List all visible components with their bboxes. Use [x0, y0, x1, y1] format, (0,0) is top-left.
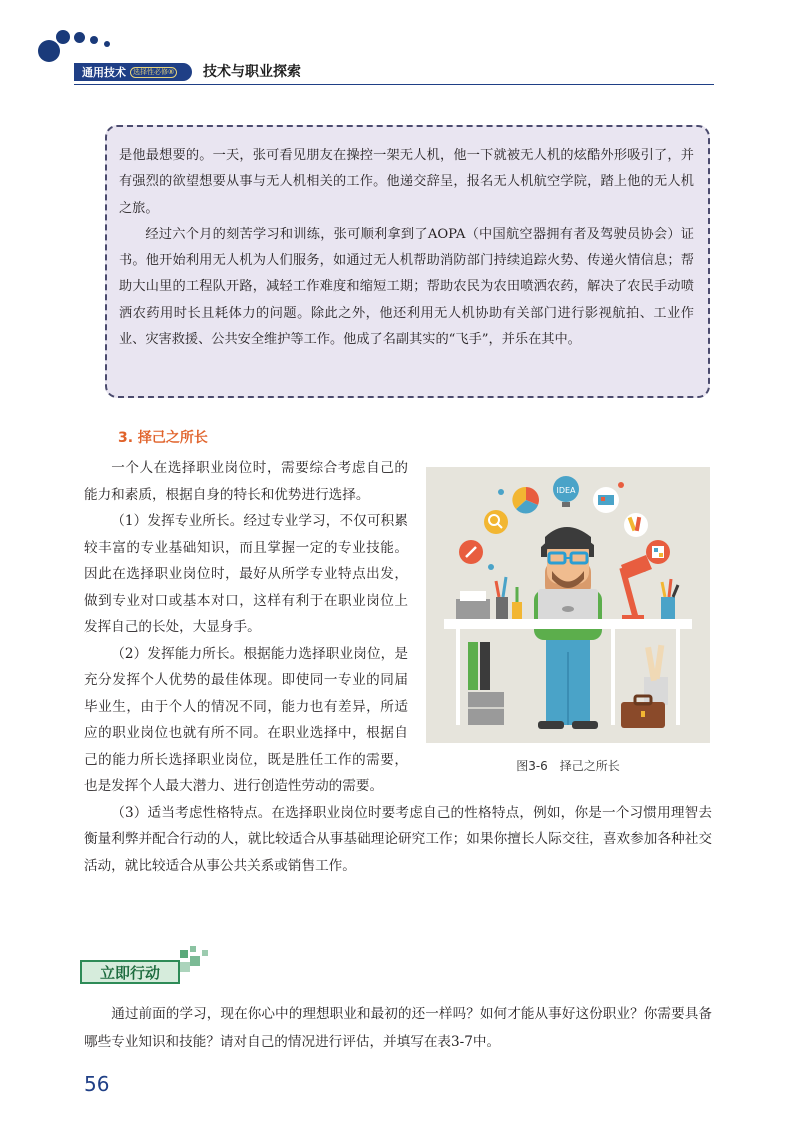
- action-paragraph: 通过前面的学习，现在你心中的理想职业和最初的还一样吗？如何才能从事好这份职业？你需要具备哪些专业知识和技能？请对自己的情况进行评估，并填写在表3-7中。: [84, 1006, 712, 1050]
- decor-square: [202, 950, 208, 956]
- story-paragraph-2: 经过六个月的刻苦学习和训练，张可顺利拿到了AOPA（中国航空器拥有者及驾驶员协会）证书。他开始利用无人机为人们服务，如通过无人机帮助消防部门持续追踪火势、传递火情信息；帮助大山里的工程队开路，减轻工作难度和缩短工期；帮助农民为农田喷洒农药，解决了农民手动喷洒农药用时长且耗体力的问题。除此之外，他还利用无人机协助有关部门进行影视航拍、工业作业、灾害救援、公共安全维护等工作。他成了名副其实的“飞手”，并乐在其中。: [119, 226, 694, 348]
- series-badge: [74, 63, 192, 81]
- decor-square: [180, 962, 190, 972]
- series-name: 通用技术: [82, 66, 126, 79]
- story-paragraph-1: 是他最想要的。一天，张可看见朋友在操控一架无人机，他一下就被无人机的炫酷外形吸引了，并有强烈的欲望想要从事与无人机相关的工作。他递交辞呈，报名无人机航空学院，踏上他的无人机之旅。: [119, 148, 694, 216]
- action-label: 立即行动: [80, 960, 180, 984]
- header-divider: [74, 84, 714, 85]
- action-text: [84, 1000, 712, 1056]
- body-paragraph-1: 一个人在选择职业岗位时，需要综合考虑自己的能力和素质，根据自身的特长和优势进行选择。: [84, 460, 408, 503]
- desk-illustration: [426, 467, 710, 743]
- body-paragraph-3: （2）发挥能力所长。根据能力选择职业岗位，是充分发挥个人优势的最佳体现。即使同一专业的同届毕业生，由于个人的情况不同，能力也有差异，所适应的职业岗位也就有所不同。在职业选择中，根据自己的能力所长选择职业岗位，既是胜任工作的需要，也是发挥个人最大潜力、进行创造性劳动的需要。: [84, 645, 408, 794]
- action-header: [80, 946, 220, 986]
- section-heading: 3. 择己之所长: [118, 430, 208, 446]
- body-paragraph-2: （1）发挥专业所长。经过专业学习，不仅可积累较丰富的专业基础知识，而且掌握一定的专业技能。因此在选择职业岗位时，最好从所学专业特点出发，做到专业对口或基本对口，这样有利于在职业岗位上发挥自己的长处，大显身手。: [84, 513, 408, 635]
- book-title: 技术与职业探索: [203, 64, 301, 80]
- figure-caption: 图3-6 择己之所长: [516, 759, 620, 773]
- decor-square: [190, 946, 196, 952]
- figure-illustration: [426, 467, 710, 743]
- story-box: [105, 125, 710, 398]
- page-header: [0, 0, 808, 95]
- decor-square: [190, 956, 200, 966]
- series-sub: 选择性必修⑧: [130, 67, 177, 78]
- header-dots-decoration: [38, 30, 138, 90]
- page-number: 56: [84, 1072, 110, 1096]
- idea-bulb-text: IDEA: [556, 486, 576, 495]
- decor-square: [180, 950, 188, 958]
- body-paragraph-4: （3）适当考虑性格特点。在选择职业岗位时要考虑自己的性格特点，例如，你是一个习惯用理智去衡量利弊并配合行动的人，就比较适合从事基础理论研究工作；如果你擅长人际交往，喜欢参加各种社交活动，就比较适合从事公共关系或销售工作。: [84, 804, 712, 874]
